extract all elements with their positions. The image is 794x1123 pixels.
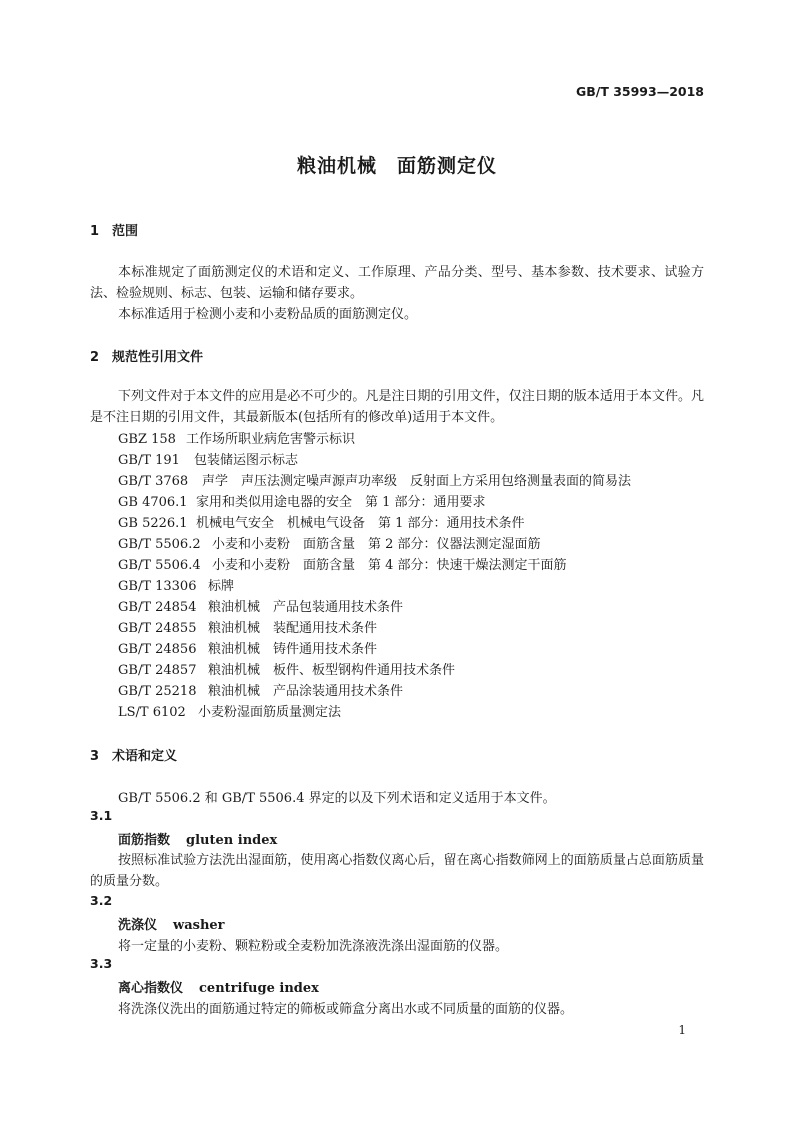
term-en: centrifuge index (199, 981, 319, 996)
term-en: washer (173, 918, 225, 933)
reference-title: 粮油机械 装配通用技术条件 (208, 621, 378, 636)
reference-code: GB/T 5506.2 (118, 537, 201, 552)
reference-code: GB/T 5506.4 (118, 558, 201, 573)
reference-item (118, 680, 403, 699)
term-number: 3.2 (90, 893, 113, 908)
term-zh: 离心指数仪 (118, 981, 184, 996)
reference-code: GB/T 13306 (118, 579, 197, 594)
reference-title: 声学 声压法测定噪声源声功率级 反射面上方采用包络测量表面的简易法 (202, 474, 632, 489)
reference-title: 粮油机械 产品涂装通用技术条件 (208, 684, 404, 699)
reference-item (118, 596, 403, 615)
reference-title: 粮油机械 产品包装通用技术条件 (208, 600, 404, 615)
reference-code: GB/T 24855 (118, 621, 197, 636)
reference-code: GB/T 25218 (118, 684, 197, 699)
reference-title: 机械电气安全 机械电气设备 第 1 部分：通用技术条件 (196, 516, 525, 531)
reference-item (118, 512, 525, 531)
term-definition: 将一定量的小麦粉、颗粒粉或全麦粉加洗涤液洗涤出湿面筋的仪器。 (118, 939, 509, 954)
reference-title: 小麦粉湿面筋质量测定法 (198, 705, 342, 720)
reference-title: 小麦和小麦粉 面筋含量 第 2 部分：仪器法测定湿面筋 (212, 537, 541, 552)
term-number: 3.3 (90, 956, 113, 971)
reference-title: 工作场所职业病危害警示标识 (186, 432, 356, 447)
section-3-heading (90, 745, 177, 764)
reference-item (118, 533, 541, 552)
reference-code: GBZ 158 (118, 432, 176, 447)
section-2-heading (90, 346, 203, 365)
reference-item (118, 617, 377, 636)
reference-code: GB/T 24857 (118, 663, 197, 678)
term-definition: 按照标准试验方法洗出湿面筋，使用离心指数仪离心后，留在离心指数筛网上的面筋质量占总面筋质量的质量分数。 (90, 853, 704, 889)
section-number: 3 (90, 749, 100, 764)
section-2-paragraph-1: 下列文件对于本文件的应用是必不可少的。凡是注日期的引用文件，仅注日期的版本适用于本文件。凡是不注日期的引用文件，其最新版本(包括所有的修改单)适用于本文件。 (90, 389, 704, 425)
term-heading (118, 914, 225, 933)
term-en: gluten index (186, 833, 278, 848)
section-1-paragraph-2: 本标准适用于检测小麦和小麦粉品质的面筋测定仪。 (118, 307, 418, 322)
section-number: 1 (90, 224, 100, 239)
term-heading (118, 977, 319, 996)
reference-item (118, 491, 486, 510)
section-1-paragraph-1: 本标准规定了面筋测定仪的术语和定义、工作原理、产品分类、型号、基本参数、技术要求、试验方法、检验规则、标志、包装、运输和储存要求。 (90, 265, 704, 301)
section-number: 2 (90, 350, 100, 365)
document-title: 粮油机械 面筋测定仪 (296, 155, 497, 177)
term-zh: 面筋指数 (118, 833, 171, 848)
term-zh: 洗涤仪 (118, 918, 158, 933)
reference-item (118, 470, 631, 489)
reference-item (118, 638, 377, 657)
reference-code: GB/T 3768 (118, 474, 189, 489)
reference-title: 标牌 (208, 579, 235, 594)
reference-code: GB/T 24856 (118, 642, 197, 657)
reference-title: 粮油机械 铸件通用技术条件 (208, 642, 378, 657)
term-definition: 将洗涤仪洗出的面筋通过特定的筛板或筛盒分离出水或不同质量的面筋的仪器。 (118, 1002, 574, 1017)
reference-item (118, 428, 355, 447)
reference-item (118, 701, 341, 720)
reference-item (118, 449, 298, 468)
reference-code: GB/T 24854 (118, 600, 197, 615)
reference-item (118, 659, 455, 678)
reference-title: 包装储运图示标志 (194, 453, 299, 468)
reference-item (118, 554, 567, 573)
section-title: 规范性引用文件 (112, 350, 204, 365)
reference-title: 粮油机械 板件、板型钢构件通用技术条件 (208, 663, 456, 678)
reference-title: 小麦和小麦粉 面筋含量 第 4 部分：快速干燥法测定干面筋 (212, 558, 567, 573)
reference-code: LS/T 6102 (118, 705, 186, 720)
standard-code: GB/T 35993—2018 (575, 84, 704, 99)
page-number: 1 (678, 1023, 686, 1037)
reference-title: 家用和类似用途电器的安全 第 1 部分：通用要求 (196, 495, 486, 510)
reference-code: GB 5226.1 (118, 516, 188, 531)
section-title: 术语和定义 (112, 749, 178, 764)
reference-code: GB/T 191 (118, 453, 180, 468)
reference-item (118, 575, 234, 594)
reference-code: GB 4706.1 (118, 495, 188, 510)
section-3-intro: GB/T 5506.2 和 GB/T 5506.4 界定的以及下列术语和定义适用于本文件。 (118, 791, 556, 806)
term-number: 3.1 (90, 808, 113, 823)
section-title: 范围 (112, 224, 139, 239)
term-heading (118, 829, 277, 848)
section-1-heading (90, 220, 138, 239)
